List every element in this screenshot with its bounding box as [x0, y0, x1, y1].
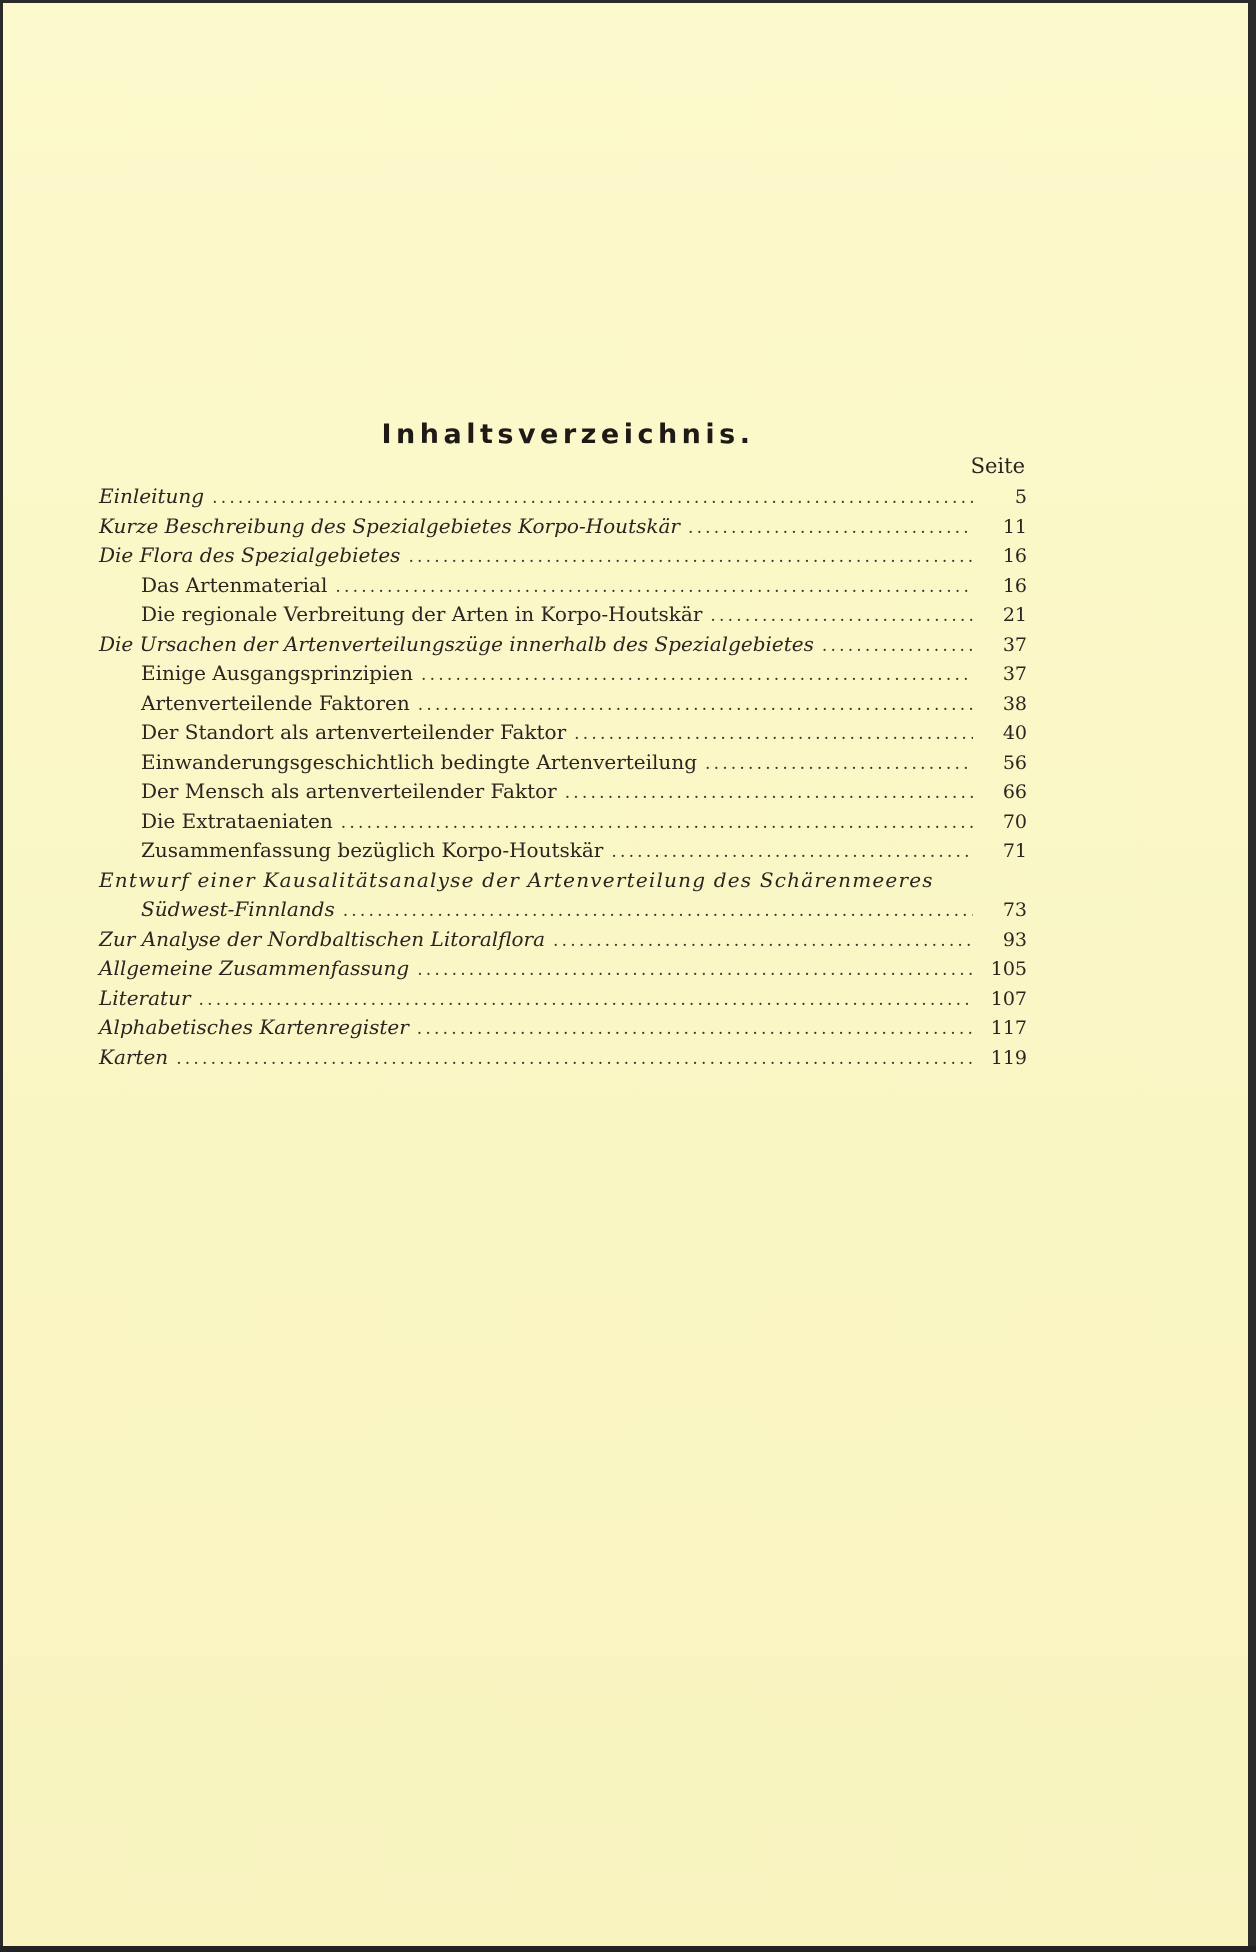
- toc-entry: [99, 630, 1027, 660]
- page-column-label: Seite: [970, 454, 1025, 478]
- scan-edge-bottom: [0, 1946, 1256, 1952]
- toc-entry: [99, 512, 1027, 542]
- toc-entry-page: 16: [1002, 574, 1027, 597]
- toc-entry-page: 40: [1002, 722, 1027, 744]
- toc-entry-label: Karten: [99, 1044, 169, 1069]
- toc-entry-page: 70: [1002, 810, 1027, 833]
- toc-entry-page: 119: [990, 1046, 1027, 1069]
- toc-entry-label: Das Artenmaterial: [141, 572, 328, 597]
- dot-leader: [611, 838, 973, 868]
- toc-entry: [99, 984, 1027, 1014]
- toc-title: Inhaltsverzeichnis.: [381, 419, 755, 450]
- toc-entry: [99, 689, 1027, 719]
- toc-entry-label: Entwurf einer Kausalitätsanalyse der Artenverteilung des Schärenmeeres: [99, 867, 934, 892]
- dot-leader: [418, 691, 973, 721]
- table-of-contents: [99, 419, 1027, 1072]
- dot-leader: [199, 986, 973, 1016]
- dot-leader: [341, 809, 973, 839]
- toc-entry-label: Allgemeine Zusammenfassung: [99, 956, 410, 980]
- toc-entry-page: 56: [1002, 751, 1027, 774]
- toc-entry: [99, 807, 1027, 837]
- toc-entry: [99, 954, 1027, 984]
- dot-leader: [688, 514, 973, 544]
- toc-entry-page: 11: [1002, 515, 1027, 538]
- toc-entry: [99, 600, 1027, 630]
- toc-entry-page: 66: [1002, 781, 1027, 803]
- toc-entry-page: 38: [1002, 692, 1027, 715]
- toc-entry-label: Artenverteilende Faktoren: [141, 690, 410, 715]
- toc-entry-label: Der Standort als artenverteilender Faktor: [141, 720, 567, 744]
- toc-entry-label: Die regionale Verbreitung der Arten in Korpo-Houtskär: [141, 602, 703, 626]
- toc-entry-page: 21: [1002, 604, 1027, 626]
- toc-entry-label: Literatur: [99, 985, 191, 1010]
- dot-leader: [408, 543, 973, 573]
- toc-entry-label: Einleitung: [99, 484, 205, 508]
- toc-entry-label: Die Flora des Spezialgebietes: [99, 543, 401, 567]
- toc-entry-label: Der Mensch als artenverteilender Faktor: [141, 779, 557, 803]
- toc-entry: [99, 895, 1027, 925]
- dot-leader: [176, 1045, 973, 1075]
- toc-entry: [99, 777, 1027, 807]
- toc-entry-page: 73: [1002, 899, 1027, 921]
- toc-entry-page: 37: [1002, 633, 1027, 656]
- toc-entry: [99, 541, 1027, 571]
- toc-entry-label: Zusammenfassung bezüglich Korpo-Houtskär: [141, 838, 604, 862]
- toc-entry: [99, 925, 1027, 955]
- toc-entry-page: 16: [1002, 545, 1027, 567]
- toc-entry-label: Zur Analyse der Nordbaltischen Litoralflora: [99, 926, 546, 951]
- toc-entry-page: 71: [1002, 840, 1027, 862]
- toc-entry-page: 107: [990, 987, 1027, 1010]
- toc-entry-label: Kurze Beschreibung des Spezialgebietes Korpo-Houtskär: [99, 513, 680, 538]
- toc-entry: [99, 659, 1027, 689]
- toc-entry: [99, 866, 1027, 896]
- toc-entry: [99, 482, 1027, 512]
- toc-entry-label: Südwest-Finnlands: [141, 897, 335, 921]
- toc-entry: [99, 571, 1027, 601]
- toc-entry-label: Einige Ausgangsprinzipien: [141, 661, 414, 685]
- toc-entry: [99, 836, 1027, 866]
- dot-leader: [574, 720, 973, 750]
- toc-entry-page: 117: [990, 1017, 1027, 1039]
- toc-entry: [99, 718, 1027, 748]
- dot-leader: [335, 573, 973, 603]
- toc-entry-label: Alphabetisches Kartenregister: [99, 1015, 409, 1039]
- toc-entry: [99, 1043, 1027, 1073]
- toc-entry-page: 105: [990, 958, 1027, 980]
- scan-edge-right: [1248, 0, 1256, 1952]
- toc-entry-label: Die Ursachen der Artenverteilungszüge innerhalb des Spezialgebietes: [99, 631, 814, 656]
- toc-entry-label: Die Extrataeniaten: [141, 808, 333, 833]
- toc-entry: [99, 748, 1027, 778]
- dot-leader: [421, 661, 973, 691]
- dot-leader: [553, 927, 973, 957]
- toc-entry-page: 37: [1002, 663, 1027, 685]
- toc-entry-page: 93: [1002, 928, 1027, 951]
- toc-entry-page: 5: [1014, 486, 1027, 508]
- dot-leader: [417, 1015, 973, 1045]
- dot-leader: [565, 779, 973, 809]
- toc-entry: [99, 1013, 1027, 1043]
- dot-leader: [417, 956, 973, 986]
- dot-leader: [212, 484, 973, 514]
- dot-leader: [822, 632, 973, 662]
- toc-entry-label: Einwanderungsgeschichtlich bedingte Artenverteilung: [141, 749, 697, 774]
- dot-leader: [710, 602, 973, 632]
- dot-leader: [705, 750, 973, 780]
- dot-leader: [343, 897, 973, 927]
